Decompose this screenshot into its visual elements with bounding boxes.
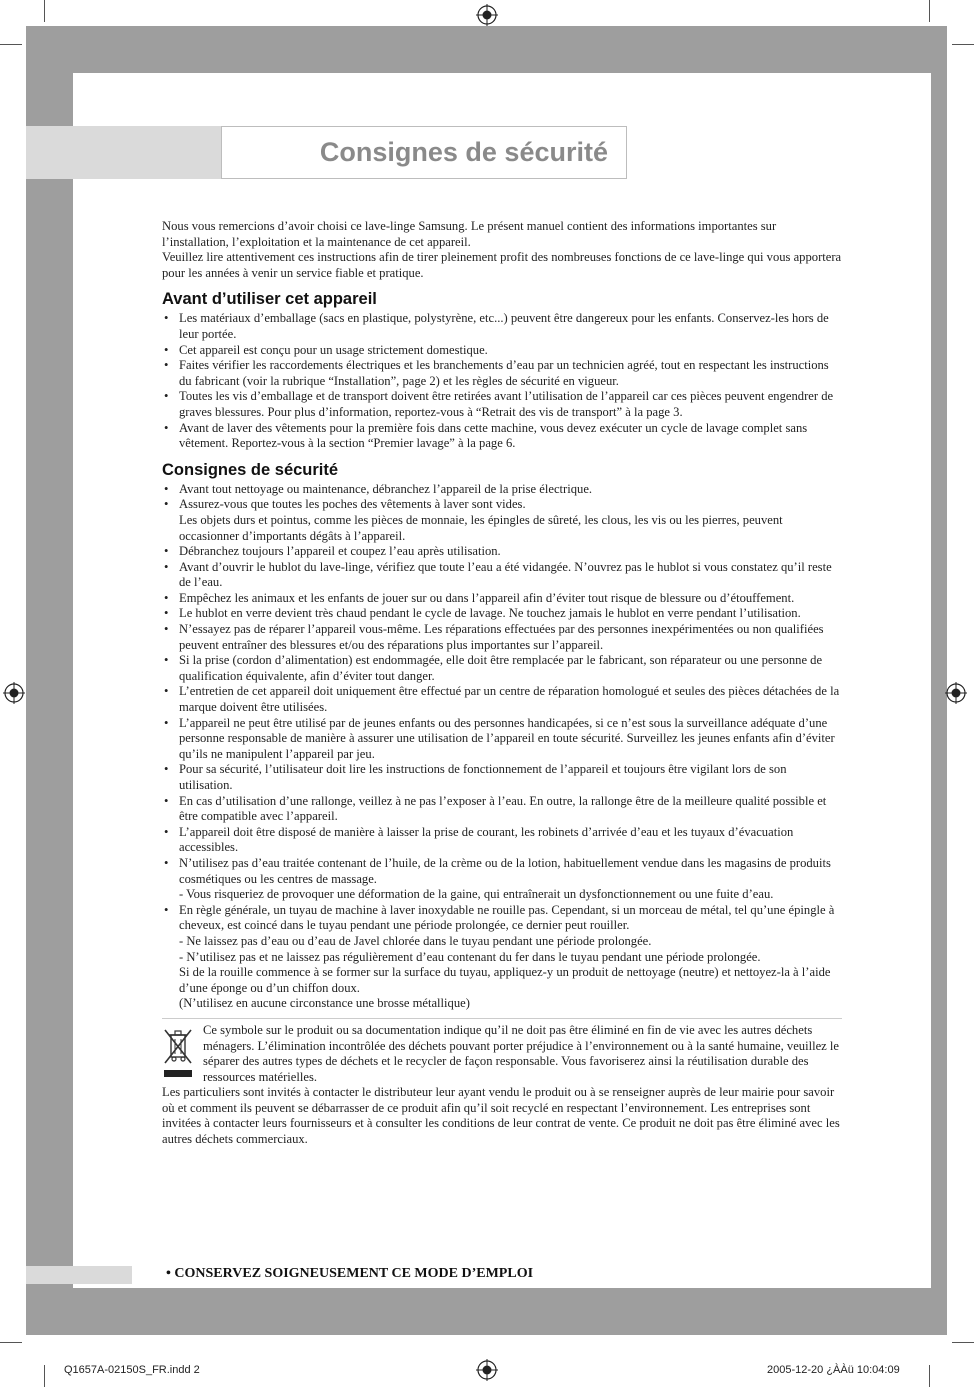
- disposal-symbol-text: Ce symbole sur le produit ou sa documentation indique qu’il ne doit pas être éliminé en fin de vie avec les autres déchets ménagers. L’élimination incontrôlée des déchets pouvant porter préjudice à l’environnement ou à la santé humaine, veuillez le séparer des autres types de déchets et le recycler de façon responsable. Vous favoriserez ainsi la réutilisation durable des ressources matérielles.: [203, 1022, 839, 1084]
- page-frame-top: [26, 26, 947, 73]
- list-item: [162, 856, 842, 903]
- list-item-continuation: Les objets durs et pointus, comme les pièces de monnaie, les épingles de sûreté, les clous, les vis ou les pierres, peuvent occasionner d’importants dégâts à l’appareil.: [179, 512, 783, 543]
- list-item-text: Pour sa sécurité, l’utilisateur doit lire les instructions de fonctionnement de l’appareil et toujours être vigilant lors de son utilisation.: [179, 762, 787, 792]
- list-item: [162, 684, 842, 715]
- crossed-out-bin-icon: [162, 1027, 194, 1079]
- list-item: • Faites vérifier les raccordements électriques et les branchements d’eau par un technicien agréé, tout en respectant les instructions du fabricant (voir la rubrique “Installation”, page 2) et les règles de sécurité en vigueur.: [162, 358, 842, 389]
- crop-mark: [929, 1365, 930, 1387]
- keep-manual-notice: • CONSERVEZ SOIGNEUSEMENT CE MODE D’EMPLOI: [166, 1266, 534, 1281]
- footer-timestamp: 2005-12-20 ¿ÀÀü 10:04:09: [767, 1364, 900, 1376]
- list-item: [162, 825, 842, 856]
- list-item: [162, 482, 842, 498]
- list-item: [162, 606, 842, 622]
- before-use-list: [162, 311, 842, 451]
- list-item: [162, 591, 842, 607]
- list-item: [162, 653, 842, 684]
- page-frame-left: [26, 26, 73, 1335]
- list-item-text: Avant d’ouvrir le hublot du lave-linge, vérifiez que toute l’eau a été vidangée. N’ouvrez pas le hublot si vous constatez qu’il reste de l’eau.: [179, 559, 832, 590]
- list-item: • Avant de laver des vêtements pour la première fois dans cette machine, vous devez exécuter un cycle de lavage complet sans vêtement. Reportez-vous à la section “Premier lavage” à la page 6.: [162, 421, 842, 452]
- bottom-band: [26, 1266, 132, 1284]
- page-frame-right: [931, 26, 947, 1335]
- footer-filename: Q1657A-02150S_FR.indd 2: [64, 1364, 200, 1376]
- list-item: [162, 560, 842, 591]
- crop-mark: [952, 44, 974, 45]
- section-heading-before-use: Avant d’utiliser cet appareil: [162, 290, 377, 309]
- list-item-text: Avant tout nettoyage ou maintenance, débranchez l’appareil de la prise électrique.: [179, 481, 593, 496]
- crop-mark: [44, 1365, 45, 1387]
- list-item: [162, 544, 842, 560]
- list-item: • Toutes les vis d’emballage et de transport doivent être retirées avant l’utilisation de l’appareil car ces pièces peuvent engendrer de graves blessures. Pour plus d’information, reportez-vous à “Retrait des vis de transport” à la page 3.: [162, 389, 842, 420]
- disposal-text: Les particuliers sont invités à contacter le distributeur leur ayant vendu le produit ou à se renseigner auprès de leur mairie pour savoir où et comment ils peuvent se débarrasser de ce produit afin qu’il soit recyclé en respectant l’environnement. Les entreprises sont invitées à contacter leurs fournisseurs et à consulter les conditions de leur contrat de vente. Ce produit ne doit pas être éliminé avec les autres déchets commerciaux.: [162, 1085, 840, 1147]
- list-item-text: N’essayez pas de réparer l’appareil vous-même. Les réparations effectuées par des personnes inexpérimentées ou non qualifiées peuvent entraîner des blessures et/ou des réparations plus importantes sur l’appareil.: [179, 622, 824, 652]
- page-frame-bottom: [26, 1288, 947, 1335]
- page-title: Consignes de sécurité: [319, 137, 608, 167]
- list-item: • Les matériaux d’emballage (sacs en plastique, polystyrène, etc...) peuvent être dangereux pour les enfants. Conservez-les hors de leur portée.: [162, 311, 842, 342]
- list-item-continuation: Si de la rouille commence à se former sur la surface du tuyau, appliquez-y un produit de nettoyage (neutre) et nettoyez-la à l’aide d’une éponge ou d’un chiffon doux.: [179, 965, 831, 995]
- list-subitem: - N’utilisez pas et ne laissez pas régulièrement d’eau contenant du fer dans le tuyau pendant une période prolongée.: [179, 949, 761, 964]
- list-item: [162, 762, 842, 793]
- list-subitem: - Vous risqueriez de provoquer une déformation de la gaine, qui entraînerait un dysfonctionnement ou une fuite d’eau.: [179, 887, 774, 902]
- registration-mark-icon: [476, 4, 498, 26]
- disposal-symbol-row: [162, 1023, 842, 1085]
- list-item-text: Le hublot en verre devient très chaud pendant le cycle de lavage. Ne touchez jamais le hublot en verre pendant l’utilisation.: [179, 606, 801, 621]
- list-subitem: - Ne laissez pas d’eau ou d’eau de Javel chlorée dans le tuyau pendant une période prolongée.: [179, 933, 652, 948]
- crop-mark: [44, 0, 45, 22]
- section-heading-safety: Consignes de sécurité: [162, 460, 339, 479]
- list-item-text: Débranchez toujours l’appareil et coupez l’eau après utilisation.: [179, 544, 501, 559]
- list-item-text: L’appareil ne peut être utilisé par de jeunes enfants ou des personnes handicapées, si ce n’est sous la surveillance adéquate d’une personne responsable de manière à assurer une utilisation de l’appareil en toute sécurité. Surveillez les jeunes enfants afin d’éviter qu’ils ne manipulent l’appareil par jeu.: [179, 715, 835, 761]
- list-item: [162, 622, 842, 653]
- title-band: [26, 126, 222, 179]
- crop-mark: [952, 1342, 974, 1343]
- registration-mark-icon: [3, 682, 25, 704]
- list-item-text: N’utilisez pas d’eau traitée contenant de l’huile, de la crème ou de la lotion, habituellement vendue dans les magasins de produits cosmétiques ou les centres de massage.: [179, 855, 831, 886]
- registration-mark-icon: [476, 1359, 498, 1381]
- disposal-notice: [162, 1018, 842, 1148]
- intro-paragraph: Nous vous remercions d’avoir choisi ce lave-linge Samsung. Le présent manuel contient des informations importantes sur l’installation, l’exploitation et la maintenance de cet appareil.: [162, 219, 777, 249]
- list-item: [162, 794, 842, 825]
- list-item-text: En cas d’utilisation d’une rallonge, veillez à ne pas l’exposer à l’eau. En outre, la rallonge être de la meilleure qualité possible et être compatible avec l’appareil.: [179, 793, 827, 824]
- list-item-text: L’entretien de cet appareil doit uniquement être effectué par un centre de réparation homologué et seules des pièces détachées de la marque doivent être utilisées.: [179, 684, 840, 715]
- title-box: [221, 126, 627, 179]
- main-content: [162, 219, 842, 1148]
- crop-mark: [929, 0, 930, 22]
- list-item-continuation: (N’utilisez en aucune circonstance une brosse métallique): [179, 996, 470, 1011]
- list-item: • Cet appareil est conçu pour un usage strictement domestique.: [162, 343, 842, 359]
- list-item-text: Assurez-vous que toutes les poches des vêtements à laver sont vides.: [179, 497, 526, 512]
- list-item-text: Empêchez les animaux et les enfants de jouer sur ou dans l’appareil afin d’éviter tout risque de blessure ou d’étouffement.: [179, 590, 795, 605]
- list-item: [162, 903, 842, 1012]
- crop-mark: [0, 1342, 22, 1343]
- list-item: [162, 716, 842, 763]
- intro-paragraph: Veuillez lire attentivement ces instructions afin de tirer pleinement profit des nombreuses fonctions de ce lave-linge qui vous apportera pour les années à venir un service fiable et pratique.: [162, 250, 842, 280]
- intro: [162, 219, 842, 281]
- list-item: [162, 497, 842, 544]
- list-item-text: Si la prise (cordon d’alimentation) est endommagée, elle doit être remplacée par le fabricant, son réparateur ou une personne de qualification équivalente, afin d’éviter tout danger.: [179, 653, 823, 683]
- list-item-text: L’appareil doit être disposé de manière à laisser la prise de courant, les robinets d’arrivée d’eau et les tuyaux d’évacuation accessibles.: [179, 824, 794, 855]
- safety-list: [162, 482, 842, 1012]
- registration-mark-icon: [945, 682, 967, 704]
- crop-mark: [0, 44, 22, 45]
- list-item-text: En règle générale, un tuyau de machine à laver inoxydable ne rouille pas. Cependant, si un morceau de métal, tel qu’une épingle à cheveux, est coincé dans le tuyau pendant une période prolongée, ce dernier peut rouiller.: [179, 902, 835, 933]
